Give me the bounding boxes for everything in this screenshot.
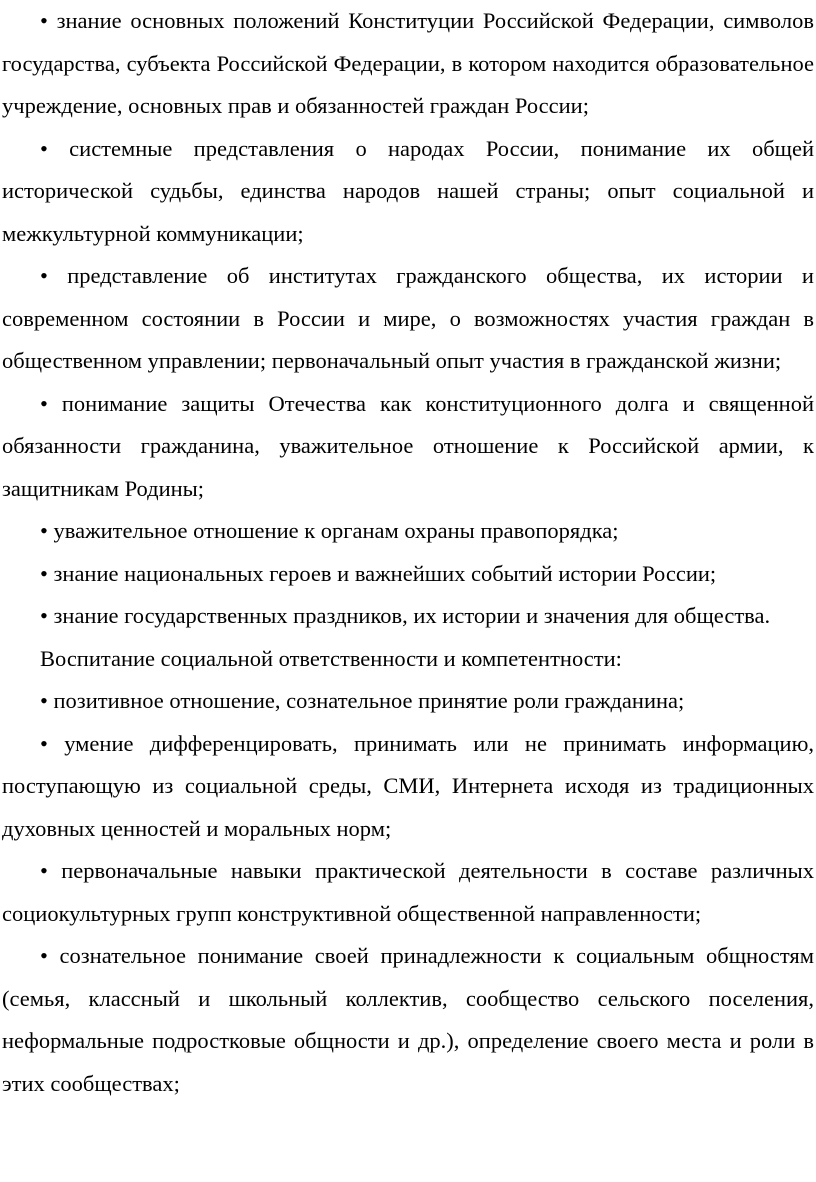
list-item-national-heroes: • знание национальных героев и важнейших событий истории России; — [2, 553, 814, 596]
list-item-law-enforcement: • уважительное отношение к органам охраны правопорядка; — [2, 510, 814, 553]
list-item-peoples: • системные представления о народах России, понимание их общей исторической судьбы, единства народов нашей страны; опыт социальной и межкультурной коммуникации; — [2, 128, 814, 256]
list-item-information-filtering: • умение дифференцировать, принимать или не принимать информацию, поступающую из социальной среды, СМИ, Интернета исходя из традиционных духовных ценностей и моральных норм; — [2, 723, 814, 851]
list-item-state-holidays: • знание государственных праздников, их истории и значения для общества. — [2, 595, 814, 638]
list-item-civil-society: • представление об институтах гражданского общества, их истории и современном состоянии в России и мире, о возможностях участия граждан в общественном управлении; первоначальный опыт участия в гражданской жизни; — [2, 255, 814, 383]
list-item-practical-skills: • первоначальные навыки практической деятельности в составе различных социокультурных групп конструктивной общественной направленности; — [2, 850, 814, 935]
list-item-fatherland-defense: • понимание защиты Отечества как конституционного долга и священной обязанности гражданина, уважительное отношение к Российской армии, к защитникам Родины; — [2, 383, 814, 511]
list-item-community-belonging: • сознательное понимание своей принадлежности к социальным общностям (семья, классный и школьный коллектив, сообщество сельского поселения, неформальные подростковые общности и др.), определение своего места и роли в этих сообществах; — [2, 935, 814, 1105]
list-item-citizen-role: • позитивное отношение, сознательное принятие роли гражданина; — [2, 680, 814, 723]
list-item-constitution: • знание основных положений Конституции Российской Федерации, символов государства, субъекта Российской Федерации, в котором находится образовательное учреждение, основных прав и обязанностей граждан России; — [2, 0, 814, 128]
section-heading-social-responsibility: Воспитание социальной ответственности и компетентности: — [40, 645, 622, 671]
